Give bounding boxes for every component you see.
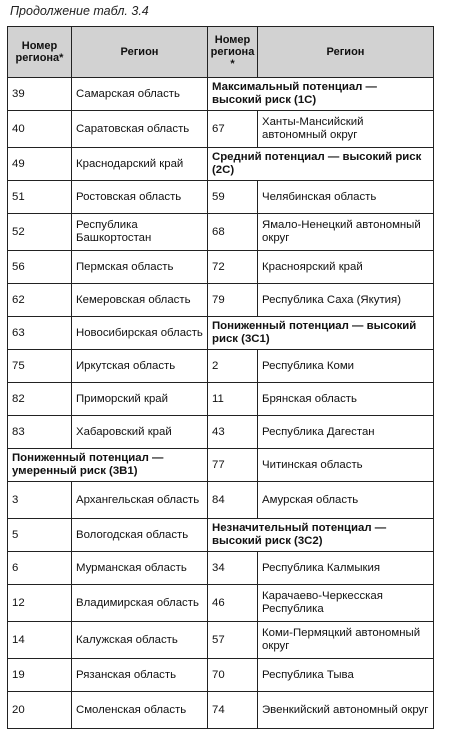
region-number-cell: 6 [8,552,72,585]
region-name-cell: Амурская область [258,482,434,519]
region-name-cell: Эвенкийский автономный округ [258,692,434,729]
region-number-cell: 82 [8,383,72,416]
region-name-cell: Калужская область [72,622,208,659]
region-number-cell: 75 [8,350,72,383]
region-name-cell: Архангельская область [72,482,208,519]
region-name-cell: Челябинская область [258,181,434,214]
table-row [8,659,434,692]
table-row [8,519,434,552]
section-header-cell: Незначительный потенциал — высокий риск (3C2) [208,519,434,552]
region-name-cell: Красноярский край [258,251,434,284]
region-name-cell: Кемеровская область [72,284,208,317]
table-row [8,416,434,449]
region-number-cell: 59 [208,181,258,214]
section-header-cell: Пониженный потенциал — умеренный риск (3B1) [8,449,208,482]
region-name-cell: Ростовская область [72,181,208,214]
region-number-cell: 77 [208,449,258,482]
table-body [8,78,434,729]
table-row [8,251,434,284]
region-number-cell: 74 [208,692,258,729]
region-name-cell: Карачаево-Черкесская Республика [258,585,434,622]
regions-table [7,26,434,729]
region-number-cell: 84 [208,482,258,519]
region-name-cell: Хабаровский край [72,416,208,449]
region-name-cell: Краснодарский край [72,148,208,181]
table-row [8,148,434,181]
region-number-cell: 62 [8,284,72,317]
region-number-cell: 70 [208,659,258,692]
header-left-number: Номер региона* [8,27,72,78]
table-row [8,692,434,729]
region-number-cell: 34 [208,552,258,585]
region-name-cell: Иркутская область [72,350,208,383]
region-name-cell: Республика Тыва [258,659,434,692]
region-number-cell: 12 [8,585,72,622]
header-right-region: Регион [258,27,434,78]
region-name-cell: Ямало-Ненецкий автономный округ [258,214,434,251]
table-row [8,482,434,519]
region-name-cell: Читинская область [258,449,434,482]
region-name-cell: Республика Саха (Якутия) [258,284,434,317]
table-row [8,383,434,416]
region-number-cell: 39 [8,78,72,111]
header-left-region: Регион [72,27,208,78]
region-name-cell: Республика Калмыкия [258,552,434,585]
region-number-cell: 3 [8,482,72,519]
region-name-cell: Пермская область [72,251,208,284]
region-number-cell: 67 [208,111,258,148]
region-number-cell: 63 [8,317,72,350]
region-number-cell: 57 [208,622,258,659]
table-row [8,317,434,350]
region-number-cell: 11 [208,383,258,416]
table-row [8,284,434,317]
section-header-cell: Максимальный потенциал — высокий риск (1C) [208,78,434,111]
region-name-cell: Рязанская область [72,659,208,692]
region-name-cell: Мурманская область [72,552,208,585]
table-row [8,585,434,622]
region-number-cell: 68 [208,214,258,251]
region-number-cell: 56 [8,251,72,284]
region-name-cell: Брянская область [258,383,434,416]
region-name-cell: Саратовская область [72,111,208,148]
region-name-cell: Приморский край [72,383,208,416]
region-name-cell: Республика Башкортостан [72,214,208,251]
region-number-cell: 72 [208,251,258,284]
region-number-cell: 83 [8,416,72,449]
region-number-cell: 19 [8,659,72,692]
region-name-cell: Владимирская область [72,585,208,622]
region-number-cell: 52 [8,214,72,251]
region-number-cell: 49 [8,148,72,181]
table-row [8,622,434,659]
region-number-cell: 14 [8,622,72,659]
region-name-cell: Смоленская область [72,692,208,729]
region-number-cell: 40 [8,111,72,148]
region-name-cell: Республика Дагестан [258,416,434,449]
table-row [8,78,434,111]
table-row [8,552,434,585]
region-name-cell: Новосибирская область [72,317,208,350]
region-number-cell: 20 [8,692,72,729]
header-right-number: Номер региона* [208,27,258,78]
table-row [8,181,434,214]
table-caption: Продолжение табл. 3.4 [10,4,149,18]
region-name-cell: Республика Коми [258,350,434,383]
table-row [8,449,434,482]
region-number-cell: 43 [208,416,258,449]
section-header-cell: Средний потенциал — высокий риск (2C) [208,148,434,181]
region-number-cell: 46 [208,585,258,622]
region-number-cell: 79 [208,284,258,317]
region-number-cell: 5 [8,519,72,552]
table-row [8,214,434,251]
table-row [8,350,434,383]
region-name-cell: Коми-Пермяцкий автономный округ [258,622,434,659]
region-number-cell: 2 [208,350,258,383]
section-header-cell: Пониженный потенциал — высокий риск (3C1) [208,317,434,350]
region-number-cell: 51 [8,181,72,214]
region-name-cell: Самарская область [72,78,208,111]
table-row [8,111,434,148]
table-header-row [8,27,434,78]
region-name-cell: Вологодская область [72,519,208,552]
region-name-cell: Ханты-Мансийский автономный округ [258,111,434,148]
